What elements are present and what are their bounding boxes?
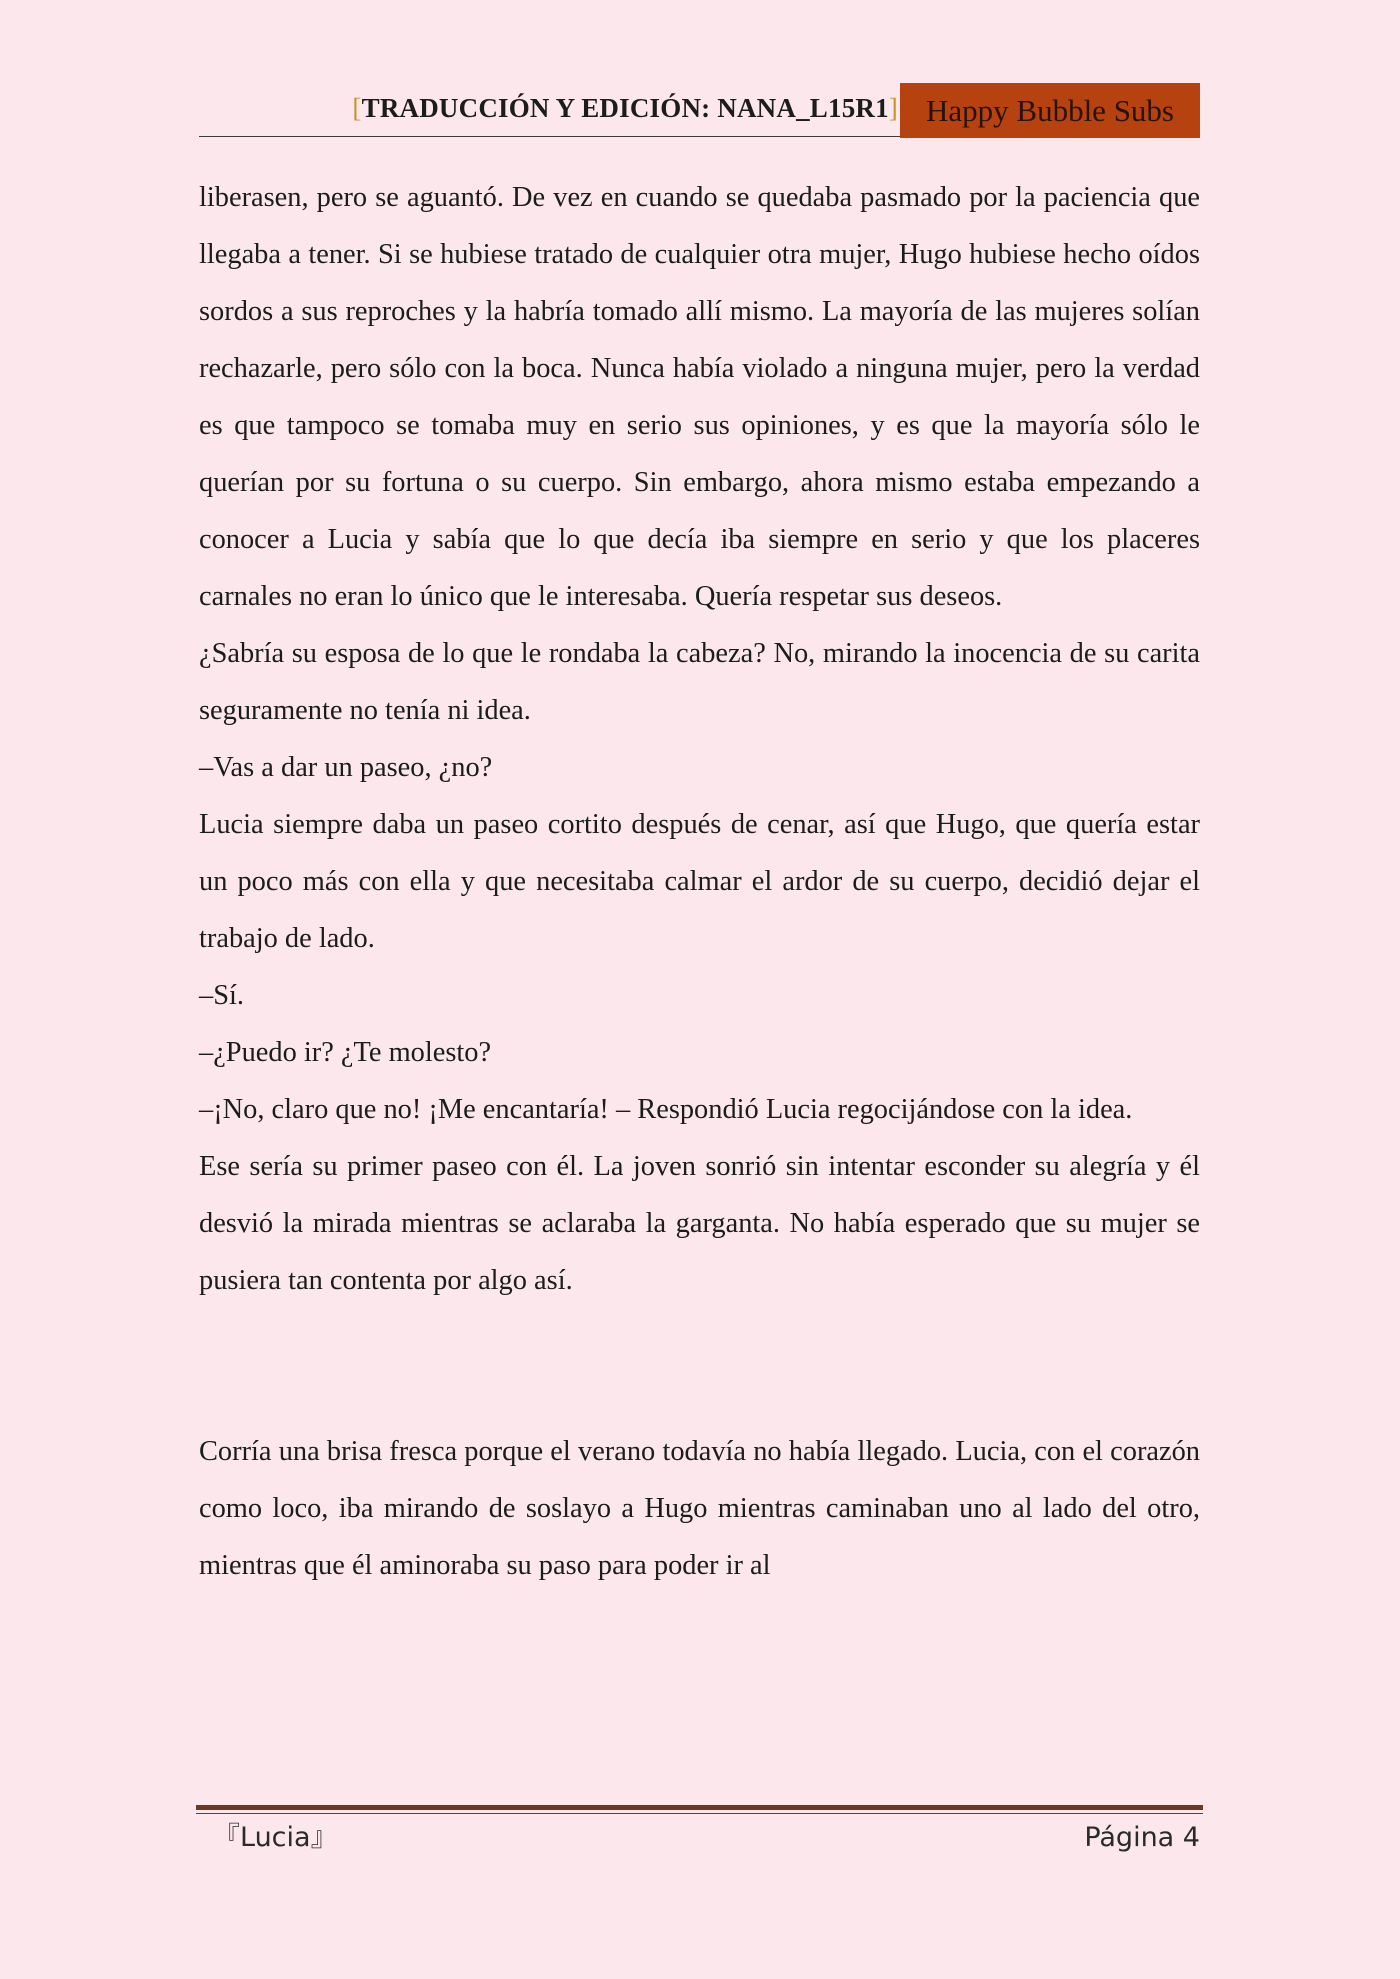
group-name-tag: Happy Bubble Subs xyxy=(900,83,1200,138)
page-header xyxy=(199,83,1200,137)
paragraph: Lucia siempre daba un paseo cortito después de cenar, así que Hugo, que quería estar un poco más con ella y que necesitaba calmar el ardor de su cuerpo, decidió dejar el trabajo de lado. xyxy=(199,809,1200,954)
footer-book-title: 『Lucia』 xyxy=(213,1822,338,1853)
credit-bracket-close: ] xyxy=(888,93,898,123)
dialogue-line: –¡No, claro que no! ¡Me encantaría! – Respondió Lucia regocijándose con la idea. xyxy=(199,1094,1133,1125)
footer-page-number: Página 4 xyxy=(1084,1822,1200,1853)
dialogue-line: –Sí. xyxy=(199,980,244,1011)
footer-rule xyxy=(196,1805,1203,1810)
header-rule xyxy=(199,136,900,137)
paragraph: Corría una brisa fresca porque el verano todavía no había llegado. Lucia, con el corazón como loco, iba mirando de soslayo a Hugo mientras caminaban uno al lado del otro, mientras que él aminoraba su paso para poder ir al xyxy=(199,1436,1200,1581)
dialogue-line: –¿Puedo ir? ¿Te molesto? xyxy=(199,1037,492,1068)
credit-text: TRADUCCIÓN Y EDICIÓN: NANA_L15R1 xyxy=(361,93,889,123)
page-body xyxy=(199,169,1200,1594)
paragraph: liberasen, pero se aguantó. De vez en cuando se quedaba pasmado por la paciencia que llegaba a tener. Si se hubiese tratado de cualquier otra mujer, Hugo hubiese hecho oídos sordos a sus reproches y la habría tomado allí mismo. La mayoría de las mujeres solían rechazarle, pero sólo con la boca. Nunca había violado a ninguna mujer, pero la verdad es que tampoco se tomaba muy en serio sus opiniones, y es que la mayoría sólo le querían por su fortuna o su cuerpo. Sin embargo, ahora mismo estaba empezando a conocer a Lucia y sabía que lo que decía iba siempre en serio y que los placeres carnales no eran lo único que le interesaba. Quería respetar sus deseos. xyxy=(199,182,1200,612)
translation-credit xyxy=(352,93,898,124)
paragraph: Ese sería su primer paseo con él. La joven sonrió sin intentar esconder su alegría y él desvió la mirada mientras se aclaraba la garganta. No había esperado que su mujer se pusiera tan contenta por algo así. xyxy=(199,1151,1200,1296)
dialogue-line: –Vas a dar un paseo, ¿no? xyxy=(199,752,493,783)
section-break xyxy=(199,1309,1200,1423)
footer-rule-thin xyxy=(196,1813,1203,1814)
paragraph: ¿Sabría su esposa de lo que le rondaba la cabeza? No, mirando la inocencia de su carita seguramente no tenía ni idea. xyxy=(199,638,1200,726)
credit-bracket-open: [ xyxy=(352,93,362,123)
